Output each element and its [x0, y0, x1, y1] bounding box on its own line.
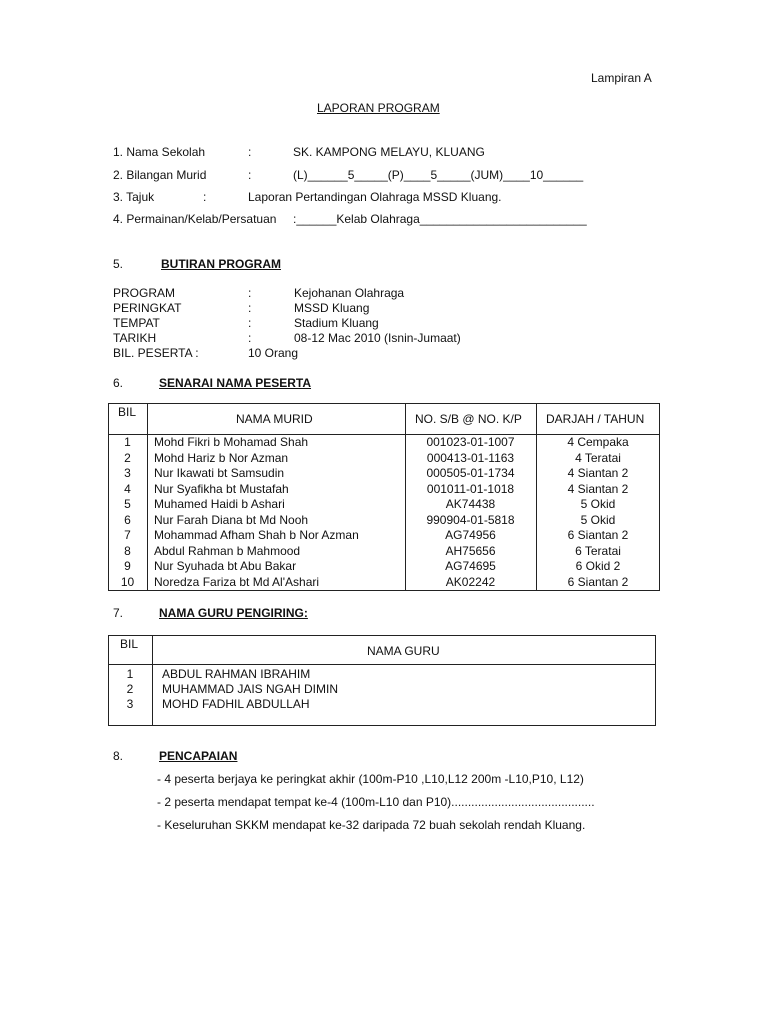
student-name: Nur Syafikha bt Mustafah — [154, 481, 289, 496]
page-title: LAPORAN PROGRAM — [317, 101, 440, 115]
student-name: Abdul Rahman b Mahmood — [154, 543, 301, 558]
info-colon: : — [248, 168, 252, 182]
student-name: Mohd Hariz b Nor Azman — [154, 450, 289, 465]
section6-heading: SENARAI NAMA PESERTA — [159, 376, 312, 390]
achievement-item: - Keseluruhan SKKM mendapat ke-32 daripada 72 buah sekolah rendah Kluang. — [157, 818, 586, 832]
student-class: 4 Teratai — [575, 450, 621, 465]
student-class: 4 Siantan 2 — [567, 466, 629, 480]
info-label: 2. Bilangan Murid — [113, 168, 207, 182]
info-value: :______Kelab Olahraga_________________________ — [293, 212, 587, 226]
student-bil: 1 — [124, 435, 131, 449]
detail-sep: : — [248, 316, 252, 330]
section6-number: 6. — [113, 376, 124, 390]
detail-label: PERINGKAT — [113, 301, 182, 315]
detail-value: 10 Orang — [248, 346, 299, 360]
student-class: 5 Okid — [580, 512, 616, 527]
detail-value: Stadium Kluang — [294, 316, 379, 330]
info-label: 3. Tajuk — [113, 190, 155, 204]
student-name: Muhamed Haidi b Ashari — [154, 497, 285, 511]
detail-value: 08-12 Mac 2010 (Isnin-Jumaat) — [294, 331, 461, 345]
teacher-name: ABDUL RAHMAN IBRAHIM — [162, 667, 311, 681]
student-class: 5 Okid — [580, 497, 616, 511]
student-id: AG74956 — [445, 528, 496, 542]
student-bil: 3 — [124, 466, 131, 480]
info-colon: : — [248, 145, 252, 159]
attachment-label: Lampiran A — [591, 71, 652, 85]
student-id: AK02242 — [445, 574, 496, 589]
detail-sep: : — [248, 301, 252, 315]
student-class: 6 Okid 2 — [575, 559, 621, 573]
detail-sep: : — [248, 286, 252, 300]
student-id: AK74438 — [445, 497, 496, 511]
student-class: 6 Siantan 2 — [567, 528, 629, 542]
info-value: Laporan Pertandingan Olahraga MSSD Kluang. — [248, 190, 502, 204]
info-label: 1. Nama Sekolah — [113, 145, 206, 159]
student-bil: 9 — [124, 559, 131, 573]
student-name: Mohd Fikri b Mohamad Shah — [154, 435, 309, 449]
col-header-bil: BIL — [118, 405, 137, 419]
section8-heading: PENCAPAIAN — [159, 749, 238, 763]
detail-label: TARIKH — [113, 331, 157, 345]
achievement-item: - 4 peserta berjaya ke peringkat akhir (100m-P10 ,L10,L12 200m -L10,P10, L12) — [157, 772, 584, 786]
student-class: 4 Cempaka — [567, 435, 629, 449]
student-bil: 4 — [124, 481, 131, 496]
col-header-id: NO. S/B @ NO. K/P — [415, 412, 522, 426]
student-class: 6 Teratai — [575, 543, 621, 558]
student-bil: 7 — [124, 528, 131, 542]
info-value: (L)______5_____(P)____5_____(JUM)____10______ — [293, 168, 584, 182]
student-bil: 6 — [124, 512, 131, 527]
col-header-class: DARJAH / TAHUN — [546, 412, 645, 426]
achievement-item: - 2 peserta mendapat tempat ke-4 (100m-L10 dan P10)........................................... — [157, 795, 595, 809]
section8-number: 8. — [113, 749, 124, 763]
detail-sep: : — [248, 331, 252, 345]
student-id: 000413-01-1163 — [426, 450, 515, 465]
detail-label: TEMPAT — [113, 316, 160, 330]
col-header-teacher: NAMA GURU — [367, 644, 440, 658]
teacher-name: MUHAMMAD JAIS NGAH DIMIN — [162, 682, 339, 696]
student-name: Nur Ikawati bt Samsudin — [154, 466, 285, 480]
info-value: SK. KAMPONG MELAYU, KLUANG — [293, 145, 485, 159]
table-col-divider — [152, 635, 153, 726]
section5-number: 5. — [113, 257, 124, 271]
info-label: 4. Permainan/Kelab/Persatuan — [113, 212, 277, 226]
student-bil: 2 — [124, 450, 131, 465]
detail-label: BIL. PESERTA : — [113, 346, 199, 360]
student-id: 001011-01-1018 — [426, 481, 515, 496]
detail-value: MSSD Kluang — [294, 301, 370, 315]
student-bil: 10 — [120, 574, 135, 589]
teacher-bil: 1 — [126, 667, 134, 681]
student-id: 990904-01-5818 — [426, 512, 515, 527]
table-header-divider — [108, 664, 656, 665]
student-name: Nur Farah Diana bt Md Nooh — [154, 512, 309, 527]
student-class: 4 Siantan 2 — [567, 481, 629, 496]
student-name: Mohammad Afham Shah b Nor Azman — [154, 528, 359, 542]
student-name: Nur Syuhada bt Abu Bakar — [154, 559, 297, 573]
table-col-divider — [147, 403, 148, 591]
section7-number: 7. — [113, 606, 124, 620]
teacher-bil: 3 — [126, 697, 134, 711]
section7-heading: NAMA GURU PENGIRING: — [159, 606, 308, 620]
student-id: AH75656 — [445, 543, 496, 558]
teacher-bil: 2 — [126, 682, 134, 696]
col-header-name: NAMA MURID — [236, 412, 313, 426]
col-header-bil: BIL — [120, 637, 139, 651]
student-bil: 8 — [124, 543, 131, 558]
teacher-name: MOHD FADHIL ABDULLAH — [162, 697, 310, 711]
info-colon: : — [203, 190, 207, 204]
detail-value: Kejohanan Olahraga — [294, 286, 405, 300]
detail-label: PROGRAM — [113, 286, 176, 300]
student-id: 000505-01-1734 — [426, 466, 515, 480]
section5-heading: BUTIRAN PROGRAM — [161, 257, 281, 271]
student-class: 6 Siantan 2 — [567, 574, 629, 589]
student-id: 001023-01-1007 — [426, 435, 515, 449]
student-id: AG74695 — [445, 559, 496, 573]
student-bil: 5 — [124, 497, 131, 511]
student-name: Noredza Fariza bt Md Al'Ashari — [154, 574, 320, 589]
